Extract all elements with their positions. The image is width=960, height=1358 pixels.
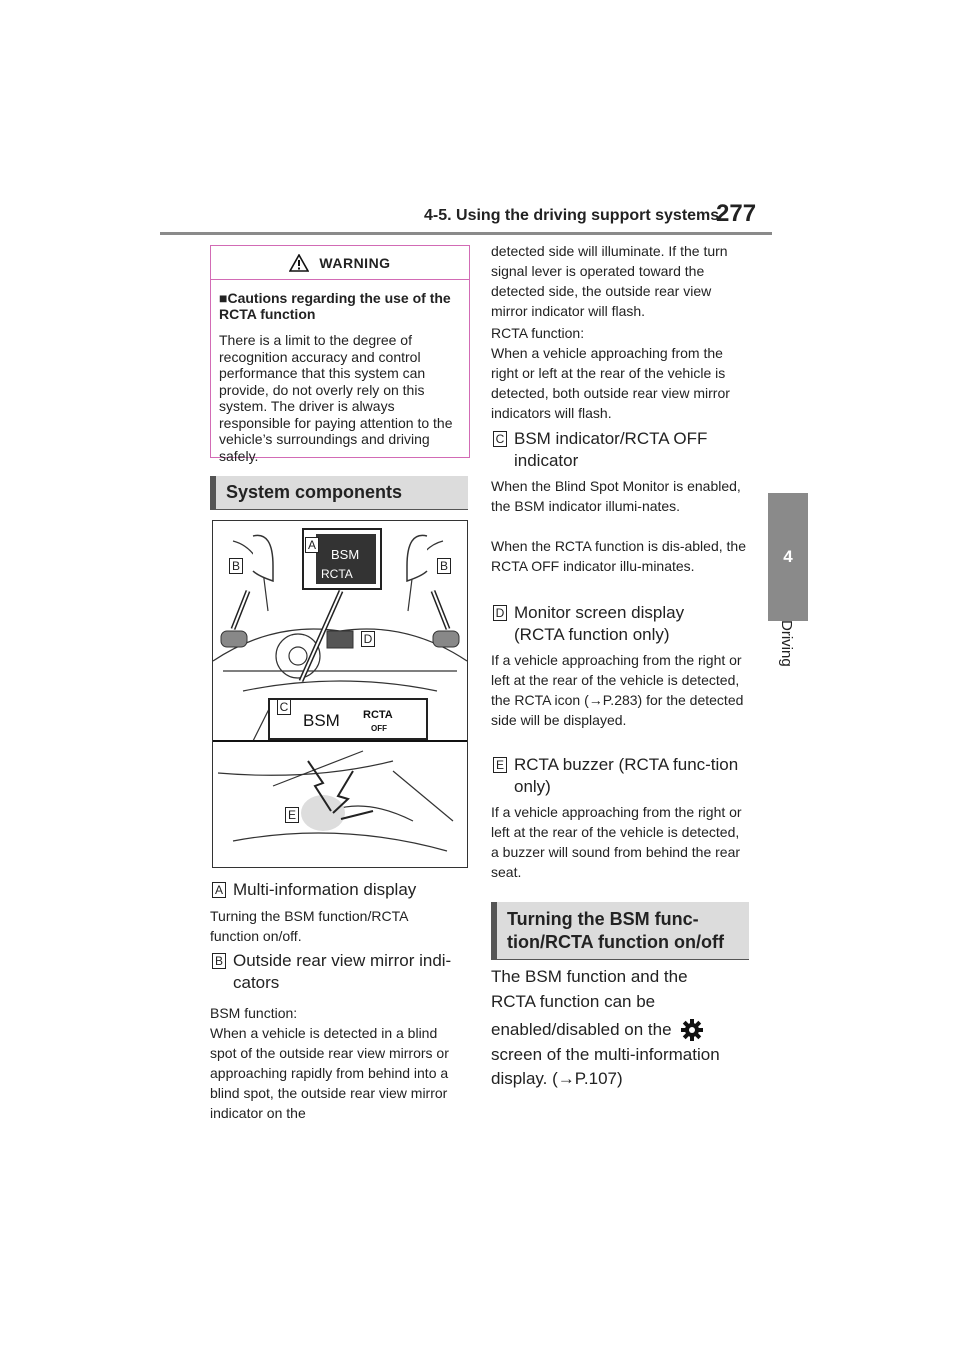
figure-label-e: E xyxy=(285,807,299,823)
item-b-title: Outside rear view mirror indi-cators xyxy=(233,951,452,992)
item-e-heading xyxy=(493,754,749,800)
section-system-components: System components xyxy=(210,476,468,510)
indicator-rcta-text: RCTA xyxy=(363,709,393,721)
item-a-label: A xyxy=(212,882,226,898)
toggle-line-1: The BSM function and the xyxy=(491,967,688,986)
chapter-tab: 4 xyxy=(768,493,808,621)
toggle-line-5: display. (→P.107) xyxy=(491,1069,623,1088)
item-a-title: Multi-information display xyxy=(233,880,417,899)
rcta-function-body: When a vehicle approaching from the right or left at the rear of the vehicle is detected, both outside rear view mirror indicators will flash. xyxy=(491,345,730,421)
figure-label-d: D xyxy=(361,631,375,647)
gear-icon xyxy=(680,1018,704,1042)
screen-rcta-text: RCTA xyxy=(321,567,353,581)
chapter-label: Driving xyxy=(778,620,795,667)
item-c-label: C xyxy=(493,431,507,447)
dashboard-illustration xyxy=(213,521,467,867)
item-a-body: Turning the BSM function/RCTA function on/off. xyxy=(210,908,408,944)
item-e-title: RCTA buzzer (RCTA func-tion only) xyxy=(514,755,739,796)
item-c-title: BSM indicator/RCTA OFF indicator xyxy=(514,429,708,470)
toggle-line-3-wrap xyxy=(491,1018,761,1043)
item-b-label: B xyxy=(212,953,226,969)
warning-triangle-icon xyxy=(289,254,309,272)
header-rule xyxy=(160,232,772,235)
rcta-function-label: RCTA function: xyxy=(491,325,585,341)
item-d-heading xyxy=(493,602,749,648)
item-b-continued: detected side will illuminate. If the turn signal lever is operated toward the detected side, the outside rear view mirror indicator will flash. xyxy=(491,243,728,319)
warning-box xyxy=(210,245,470,464)
toggle-paragraph xyxy=(491,965,761,1092)
item-d-body: If a vehicle approaching from the right or left at the rear of the vehicle is detected, the RCTA icon (→P.283) for the detected side will be displayed. xyxy=(491,652,744,728)
warning-title: WARNING xyxy=(319,254,391,271)
chapter-label-wrap xyxy=(773,620,803,690)
item-b-body: BSM function: When a vehicle is detected in a blind spot of the outside rear view mirrors or approaching rapidly from behind into a blind spot, the outside rear view mirror indicator on the xyxy=(210,1005,449,1121)
item-c-heading xyxy=(493,428,749,474)
figure-label-a: A xyxy=(305,537,319,553)
indicator-off-text: OFF xyxy=(371,724,387,733)
warning-header xyxy=(211,246,469,280)
header-section-title: 4-5. Using the driving support systems xyxy=(424,207,720,224)
warning-body: There is a limit to the degree of recognition accuracy and control performance that this system can provide, do not overly rely on this system. The driver is always responsible for paying attention to the vehicle’s surroundings and driving safely. xyxy=(219,332,453,464)
figure-label-c: C xyxy=(277,699,291,715)
figure-label-b-right: B xyxy=(437,558,451,574)
toggle-line-4: screen of the multi-information xyxy=(491,1044,720,1064)
item-e-label: E xyxy=(493,757,507,773)
toggle-line-2: RCTA function can be xyxy=(491,991,656,1011)
system-components-figure xyxy=(212,520,468,868)
figure-label-b-left: B xyxy=(229,558,243,574)
item-a-heading xyxy=(212,879,468,901)
page-number: 277 xyxy=(716,200,757,227)
item-b-heading xyxy=(212,950,468,996)
screen-bsm-text: BSM xyxy=(331,547,360,562)
indicator-bsm-text: BSM xyxy=(303,711,340,730)
item-d-label: D xyxy=(493,605,507,621)
item-d-title: Monitor screen display (RCTA function only) xyxy=(514,603,685,644)
item-e-body: If a vehicle approaching from the right or left at the rear of the vehicle is detected, a buzzer will sound from behind the rear seat. xyxy=(491,804,742,880)
item-c-body2: When the RCTA function is dis-abled, the RCTA OFF indicator illu-minates. xyxy=(491,538,746,574)
section-toggle: Turning the BSM func-tion/RCTA function on/off xyxy=(491,902,749,960)
item-c-body: When the Blind Spot Monitor is enabled, the BSM indicator illumi-nates. xyxy=(491,478,741,514)
warning-subtitle: ■Cautions regarding the use of the RCTA function xyxy=(219,290,451,322)
toggle-line-3: enabled/disabled on the xyxy=(491,1020,672,1039)
